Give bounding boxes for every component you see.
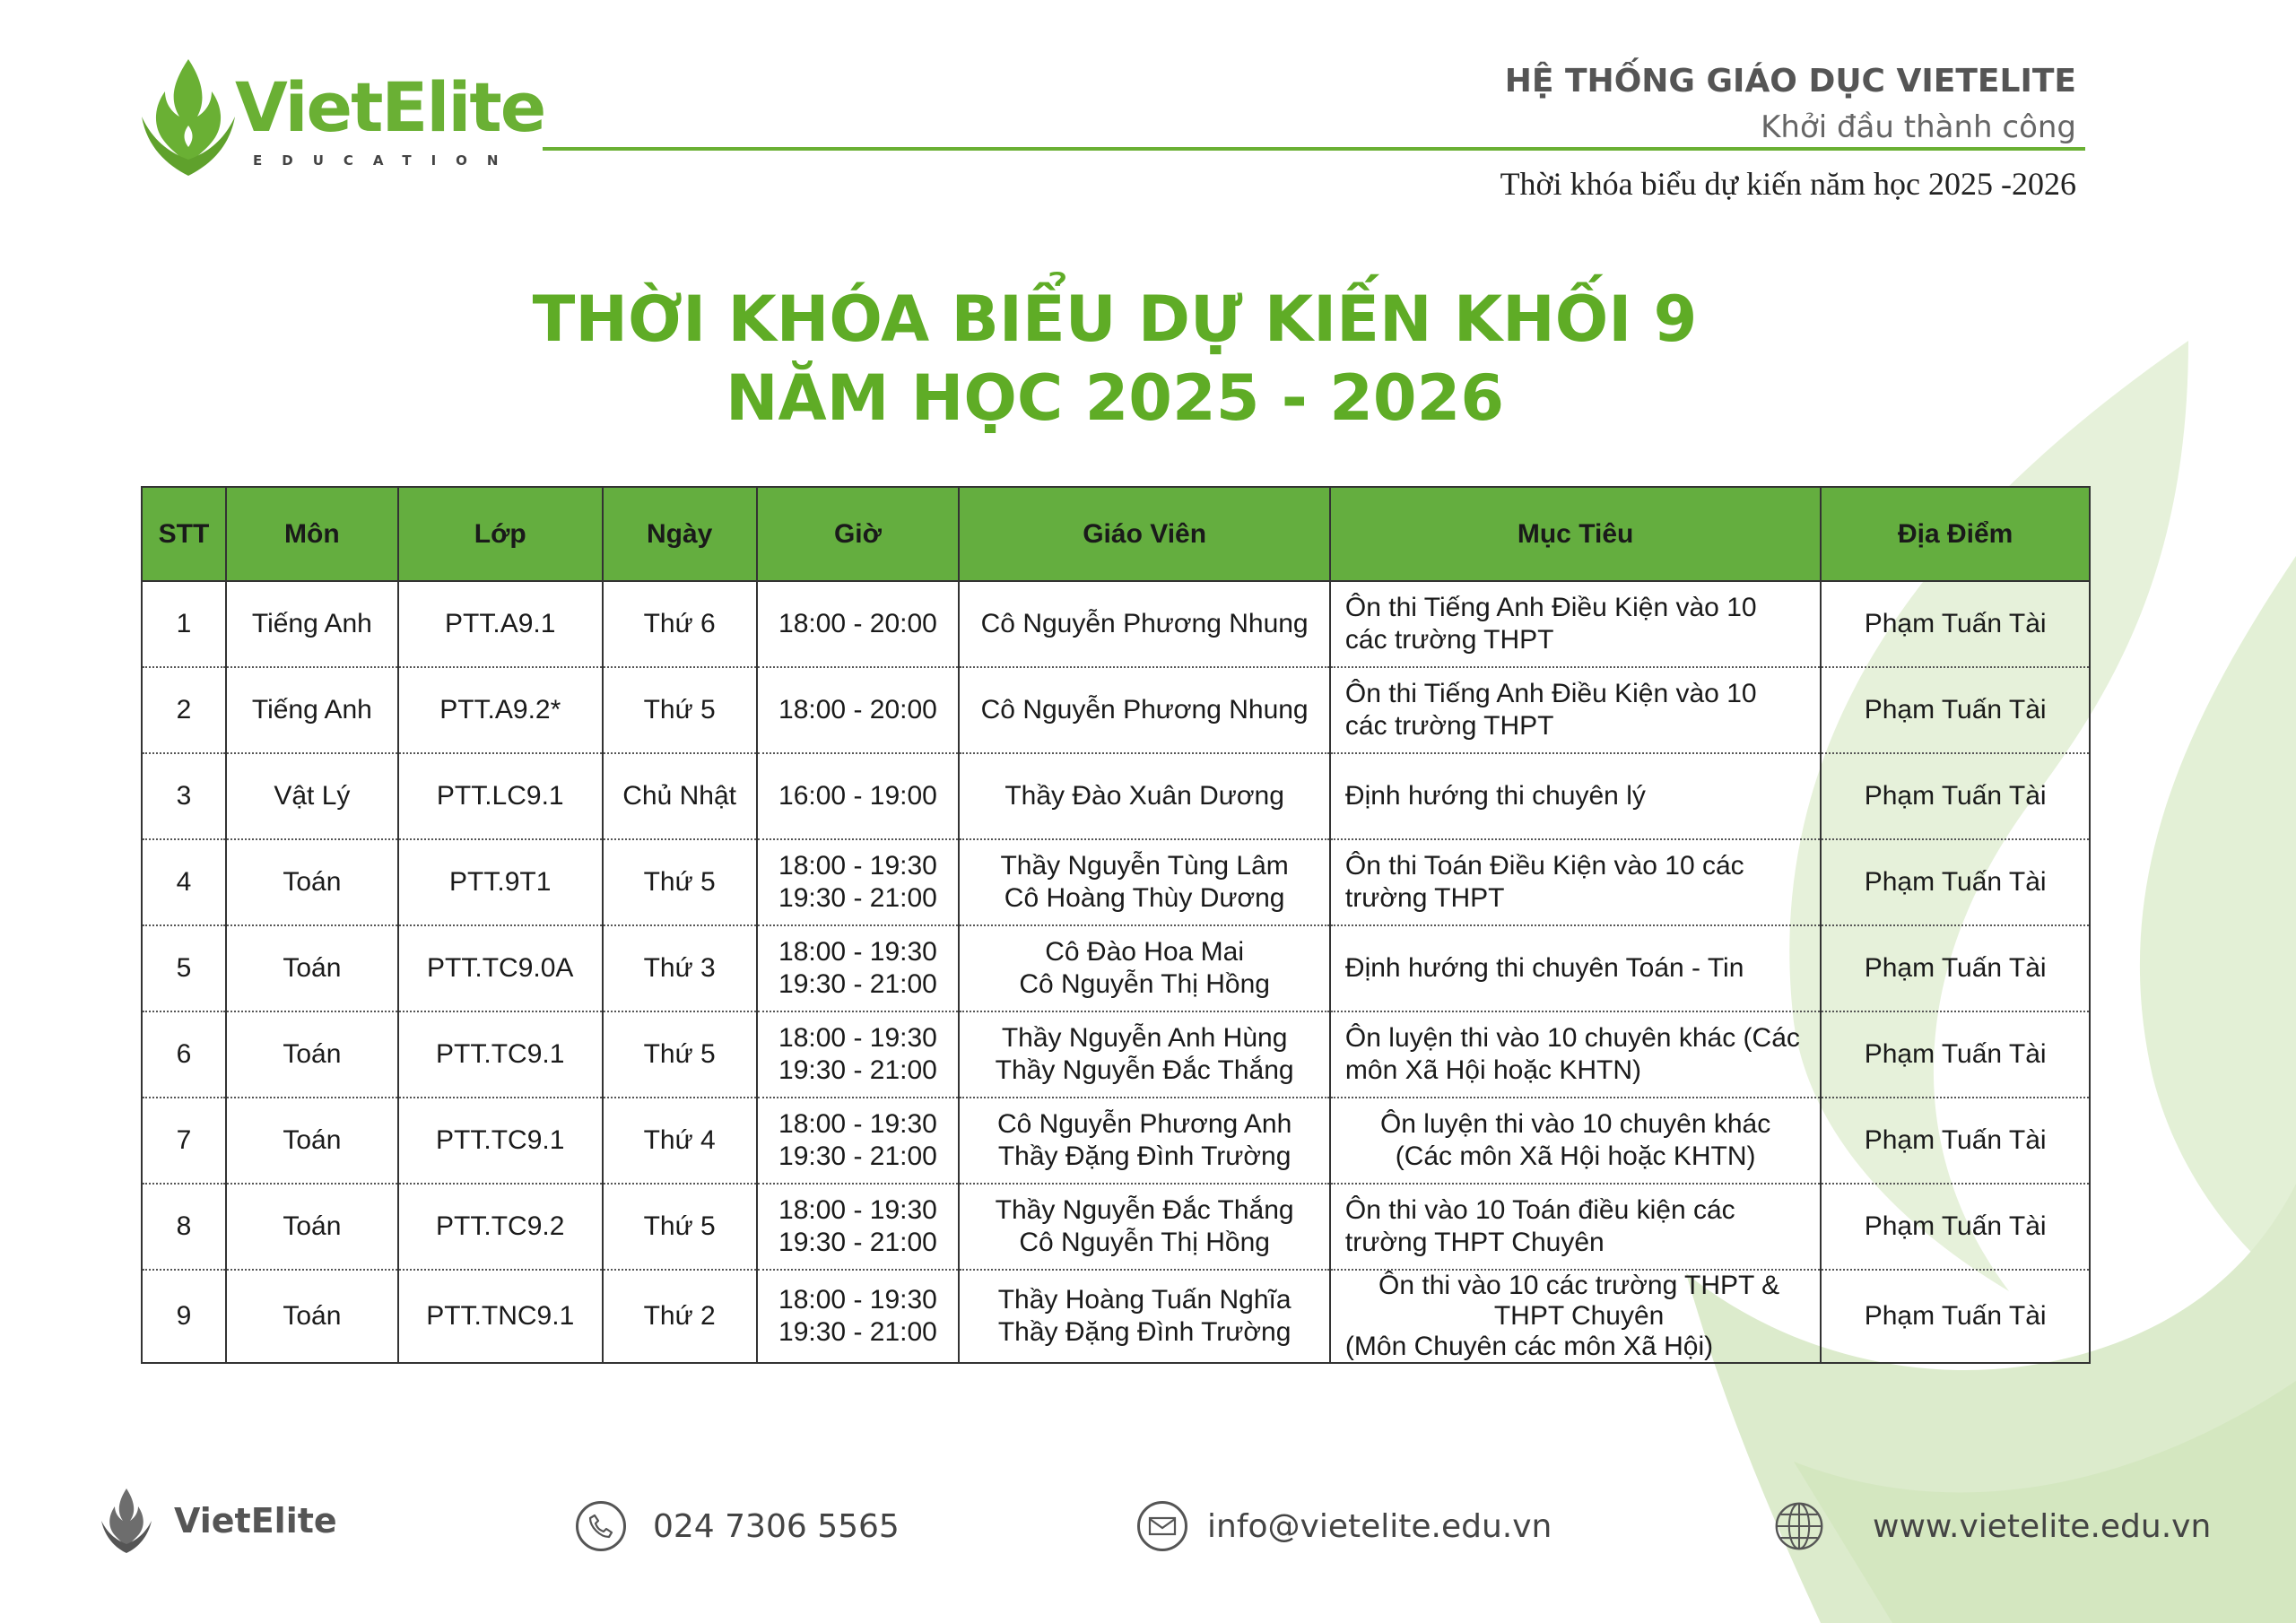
- cell-dia-diem: Phạm Tuấn Tài: [1821, 1011, 2090, 1098]
- cell-lop: PTT.9T1: [398, 839, 603, 925]
- cell-muc-tieu: [1330, 1184, 1821, 1270]
- goal-line: Định hướng thi chuyên lý: [1344, 781, 1646, 811]
- cell-dia-diem: Phạm Tuấn Tài: [1821, 581, 2090, 667]
- cell-dia-diem: Phạm Tuấn Tài: [1821, 839, 2090, 925]
- title-line-2: NĂM HỌC 2025 - 2026: [725, 361, 1505, 435]
- time-line: 18:00 - 20:00: [778, 609, 937, 638]
- table-header-row: [142, 487, 2090, 581]
- footer-email: [1137, 1501, 1552, 1551]
- cell-lop: PTT.TC9.1: [398, 1011, 603, 1098]
- cell-lop: PTT.TC9.0A: [398, 925, 603, 1011]
- cell-ngay: Thứ 5: [603, 839, 757, 925]
- footer-website: [1774, 1501, 2211, 1551]
- cell-gio: [757, 839, 960, 925]
- table-row: [142, 1098, 2090, 1184]
- organization-name: HỆ THỐNG GIÁO DỤC VIETELITE: [1504, 63, 2076, 100]
- cell-dia-diem: Phạm Tuấn Tài: [1821, 1098, 2090, 1184]
- cell-muc-tieu: [1330, 839, 1821, 925]
- table-row: [142, 925, 2090, 1011]
- cell-gio: [757, 925, 960, 1011]
- time-line: 19:30 - 21:00: [778, 1317, 937, 1347]
- cell-gio: [757, 581, 960, 667]
- cell-muc-tieu: [1330, 753, 1821, 839]
- time-line: 18:00 - 19:30: [778, 851, 937, 881]
- cell-stt: 4: [142, 839, 226, 925]
- header-lop: Lớp: [398, 487, 603, 581]
- cell-dia-diem: Phạm Tuấn Tài: [1821, 1184, 2090, 1270]
- header-stt: STT: [142, 487, 226, 581]
- time-line: 19:30 - 21:00: [778, 969, 937, 999]
- organization-slogan: Khởi đầu thành công: [1761, 109, 2076, 145]
- cell-giao-vien: [959, 925, 1330, 1011]
- schedule-table: [141, 486, 2091, 1364]
- header-mon: Môn: [226, 487, 398, 581]
- teacher-line: Thầy Hoàng Tuấn Nghĩa: [997, 1285, 1292, 1315]
- cell-lop: PTT.A9.2*: [398, 667, 603, 753]
- cell-mon: Toán: [226, 1011, 398, 1098]
- cell-stt: 7: [142, 1098, 226, 1184]
- cell-stt: 9: [142, 1270, 226, 1363]
- cell-ngay: Thứ 4: [603, 1098, 757, 1184]
- cell-ngay: Thứ 2: [603, 1270, 757, 1363]
- cell-gio: [757, 753, 960, 839]
- cell-gio: [757, 1270, 960, 1363]
- footer-phone-text: 024 7306 5565: [653, 1507, 900, 1545]
- cell-gio: [757, 1184, 960, 1270]
- cell-mon: Toán: [226, 1184, 398, 1270]
- cell-giao-vien: [959, 1011, 1330, 1098]
- cell-ngay: Chủ Nhật: [603, 753, 757, 839]
- teacher-line: Cô Đào Hoa Mai: [1045, 937, 1245, 967]
- vietelite-flame-footer-icon: [99, 1487, 154, 1555]
- goal-line: trường THPT: [1344, 883, 1505, 913]
- goal-line: các trường THPT: [1344, 711, 1554, 741]
- table-row: [142, 753, 2090, 839]
- goal-line: (Các môn Xã Hội hoặc KHTN): [1395, 1141, 1756, 1171]
- goal-line: Ôn thi vào 10 Toán điều kiện các: [1344, 1195, 1735, 1225]
- goal-line: các trường THPT: [1344, 625, 1554, 655]
- cell-giao-vien: [959, 1184, 1330, 1270]
- teacher-line: Thầy Nguyễn Anh Hùng: [1001, 1023, 1288, 1053]
- cell-stt: 2: [142, 667, 226, 753]
- cell-mon: Tiếng Anh: [226, 581, 398, 667]
- teacher-line: Cô Nguyễn Phương Nhung: [980, 695, 1309, 725]
- table-row: [142, 1184, 2090, 1270]
- footer-email-text[interactable]: info@vietelite.edu.vn: [1207, 1507, 1552, 1545]
- time-line: 18:00 - 19:30: [778, 937, 937, 967]
- cell-mon: Toán: [226, 1098, 398, 1184]
- time-line: 18:00 - 19:30: [778, 1023, 937, 1053]
- cell-giao-vien: [959, 839, 1330, 925]
- goal-line: Ôn thi vào 10 các trường THPT &: [1378, 1271, 1780, 1300]
- table-row: [142, 581, 2090, 667]
- teacher-line: Cô Nguyễn Phương Nhung: [980, 609, 1309, 638]
- phone-icon: [576, 1501, 626, 1551]
- time-line: 19:30 - 21:00: [778, 1228, 937, 1257]
- globe-icon: [1774, 1501, 1824, 1551]
- cell-dia-diem: Phạm Tuấn Tài: [1821, 667, 2090, 753]
- footer-phone: [576, 1501, 900, 1551]
- logo-subtext: EDUCATION: [253, 152, 518, 169]
- time-line: 18:00 - 20:00: [778, 695, 937, 725]
- logo-text: VietElite: [235, 67, 545, 147]
- cell-mon: Vật Lý: [226, 753, 398, 839]
- goal-line: Ôn luyện thi vào 10 chuyên khác (Các: [1344, 1023, 1800, 1053]
- cell-gio: [757, 667, 960, 753]
- cell-giao-vien: [959, 581, 1330, 667]
- cell-muc-tieu: [1330, 581, 1821, 667]
- cell-mon: Toán: [226, 925, 398, 1011]
- cell-muc-tieu: [1330, 925, 1821, 1011]
- time-line: 19:30 - 21:00: [778, 1141, 937, 1171]
- mail-icon: [1137, 1501, 1187, 1551]
- goal-line: Ôn thi Toán Điều Kiện vào 10 các: [1344, 851, 1744, 881]
- cell-dia-diem: Phạm Tuấn Tài: [1821, 753, 2090, 839]
- goal-line: Định hướng thi chuyên Toán - Tin: [1344, 953, 1744, 983]
- cell-ngay: Thứ 5: [603, 1011, 757, 1098]
- cell-giao-vien: [959, 667, 1330, 753]
- vietelite-flame-logo-icon: [135, 54, 242, 179]
- vietelite-logo: [135, 54, 545, 179]
- time-line: 18:00 - 19:30: [778, 1195, 937, 1225]
- cell-gio: [757, 1098, 960, 1184]
- goal-line: THPT Chuyên: [1493, 1301, 1665, 1331]
- footer-brand-text: VietElite: [174, 1501, 337, 1541]
- cell-giao-vien: [959, 1270, 1330, 1363]
- cell-ngay: Thứ 5: [603, 667, 757, 753]
- goal-line: Ôn thi Tiếng Anh Điều Kiện vào 10: [1344, 593, 1757, 622]
- header-muc-tieu: Mục Tiêu: [1330, 487, 1821, 581]
- cell-giao-vien: [959, 1098, 1330, 1184]
- header-giao-vien: Giáo Viên: [959, 487, 1330, 581]
- time-line: 18:00 - 19:30: [778, 1285, 937, 1315]
- cell-giao-vien: [959, 753, 1330, 839]
- cell-ngay: Thứ 3: [603, 925, 757, 1011]
- header-ngay: Ngày: [603, 487, 757, 581]
- cell-lop: PTT.TC9.1: [398, 1098, 603, 1184]
- teacher-line: Cô Nguyễn Thị Hồng: [1019, 1228, 1270, 1257]
- cell-mon: Toán: [226, 1270, 398, 1363]
- table-row: [142, 839, 2090, 925]
- cell-gio: [757, 1011, 960, 1098]
- cell-mon: Toán: [226, 839, 398, 925]
- document-subtitle: Thời khóa biểu dự kiến năm học 2025 -2026: [1500, 166, 2076, 202]
- table-row: [142, 667, 2090, 753]
- goal-line: (Môn Chuyên các môn Xã Hội): [1344, 1332, 1714, 1361]
- goal-line: trường THPT Chuyên: [1344, 1228, 1605, 1257]
- cell-stt: 5: [142, 925, 226, 1011]
- cell-stt: 8: [142, 1184, 226, 1270]
- teacher-line: Cô Hoàng Thùy Dương: [1004, 883, 1285, 913]
- cell-lop: PTT.A9.1: [398, 581, 603, 667]
- cell-muc-tieu: [1330, 1011, 1821, 1098]
- teacher-line: Thầy Nguyễn Tùng Lâm: [1000, 851, 1289, 881]
- goal-line: môn Xã Hội hoặc KHTN): [1344, 1055, 1642, 1085]
- footer-website-text[interactable]: www.vietelite.edu.vn: [1873, 1507, 2212, 1545]
- cell-muc-tieu: [1330, 667, 1821, 753]
- header-dia-diem: Địa Điểm: [1821, 487, 2090, 581]
- teacher-line: Thầy Đào Xuân Dương: [1004, 781, 1284, 811]
- cell-lop: PTT.TNC9.1: [398, 1270, 603, 1363]
- footer-brand-block: [99, 1487, 337, 1555]
- goal-line: Ôn luyện thi vào 10 chuyên khác: [1379, 1109, 1771, 1139]
- goal-line: Ôn thi Tiếng Anh Điều Kiện vào 10: [1344, 679, 1757, 708]
- time-line: 18:00 - 19:30: [778, 1109, 937, 1139]
- teacher-line: Cô Nguyễn Thị Hồng: [1019, 969, 1270, 999]
- cell-lop: PTT.TC9.2: [398, 1184, 603, 1270]
- time-line: 19:30 - 21:00: [778, 883, 937, 913]
- header-divider: [543, 147, 2085, 151]
- cell-stt: 6: [142, 1011, 226, 1098]
- cell-muc-tieu: [1330, 1098, 1821, 1184]
- teacher-line: Thầy Nguyễn Đắc Thắng: [995, 1055, 1294, 1085]
- cell-dia-diem: Phạm Tuấn Tài: [1821, 1270, 2090, 1363]
- cell-ngay: Thứ 5: [603, 1184, 757, 1270]
- table-row: [142, 1270, 2090, 1363]
- cell-stt: 3: [142, 753, 226, 839]
- cell-mon: Tiếng Anh: [226, 667, 398, 753]
- cell-dia-diem: Phạm Tuấn Tài: [1821, 925, 2090, 1011]
- teacher-line: Thầy Đặng Đình Trường: [997, 1317, 1292, 1347]
- cell-stt: 1: [142, 581, 226, 667]
- table-row: [142, 1011, 2090, 1098]
- header-gio: Giờ: [757, 487, 960, 581]
- teacher-line: Thầy Nguyễn Đắc Thắng: [995, 1195, 1294, 1225]
- page-title: [0, 280, 2230, 438]
- cell-ngay: Thứ 6: [603, 581, 757, 667]
- cell-muc-tieu: [1330, 1270, 1821, 1363]
- title-line-1: THỜI KHÓA BIỂU DỰ KIẾN KHỐI 9: [532, 282, 1698, 356]
- time-line: 19:30 - 21:00: [778, 1055, 937, 1085]
- cell-lop: PTT.LC9.1: [398, 753, 603, 839]
- teacher-line: Cô Nguyễn Phương Anh: [996, 1109, 1292, 1139]
- time-line: 16:00 - 19:00: [778, 781, 937, 811]
- teacher-line: Thầy Đặng Đình Trường: [997, 1141, 1292, 1171]
